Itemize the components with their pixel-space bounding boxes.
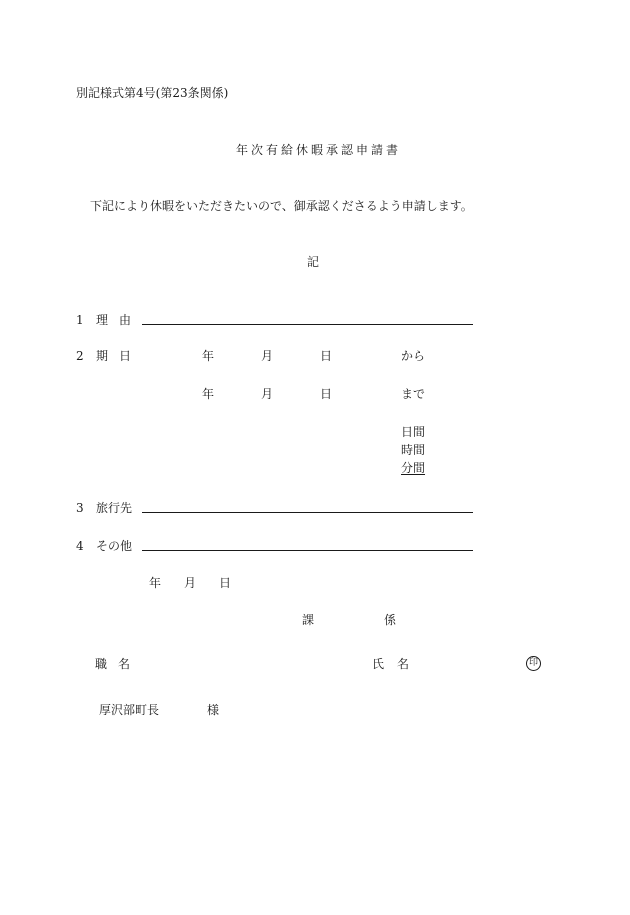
seal-mark: 印 [526, 656, 541, 671]
section-kakari-label: 係 [384, 613, 397, 627]
application-day-label: 日 [219, 576, 232, 590]
ki-heading: 記 [307, 255, 320, 269]
name-label-a: 氏 [372, 657, 385, 671]
item-label: 日 [119, 349, 132, 363]
addressee-honorific: 様 [207, 703, 220, 717]
until-label: まで [401, 387, 426, 401]
item-number: 4 [76, 539, 84, 553]
end-day-label: 日 [320, 387, 333, 401]
destination-field-line[interactable] [142, 512, 473, 513]
application-year-label: 年 [149, 576, 162, 590]
addressee-name: 厚沢部町長 [99, 703, 160, 717]
from-label: から [401, 349, 426, 363]
hours-label: 時間 [401, 443, 426, 457]
other-field-line[interactable] [142, 550, 473, 551]
application-month-label: 月 [184, 576, 197, 590]
section-ka-label: 課 [302, 613, 315, 627]
position-label-a: 職 [95, 657, 108, 671]
item-label: その他 [96, 539, 133, 553]
document-title: 年次有給休暇承認申請書 [236, 143, 402, 157]
end-month-label: 月 [261, 387, 274, 401]
item-label: 理 [96, 313, 109, 327]
item-label: 期 [96, 349, 109, 363]
start-month-label: 月 [261, 349, 274, 363]
position-label-b: 名 [118, 657, 131, 671]
reason-field-line[interactable] [142, 324, 473, 325]
item-label: 由 [119, 313, 132, 327]
name-label-b: 名 [397, 657, 410, 671]
days-label: 日間 [401, 425, 426, 439]
item-number: 3 [76, 501, 84, 515]
start-year-label: 年 [202, 349, 215, 363]
item-label: 旅行先 [96, 501, 133, 515]
end-year-label: 年 [202, 387, 215, 401]
item-number: 1 [76, 313, 84, 327]
minutes-label: 分間 [401, 461, 426, 475]
intro-text: 下記により休暇をいただきたいので、御承認くださるよう申請します。 [90, 199, 473, 213]
item-number: 2 [76, 349, 84, 363]
start-day-label: 日 [320, 349, 333, 363]
form-reference: 別記様式第4号(第23条関係) [76, 86, 229, 100]
